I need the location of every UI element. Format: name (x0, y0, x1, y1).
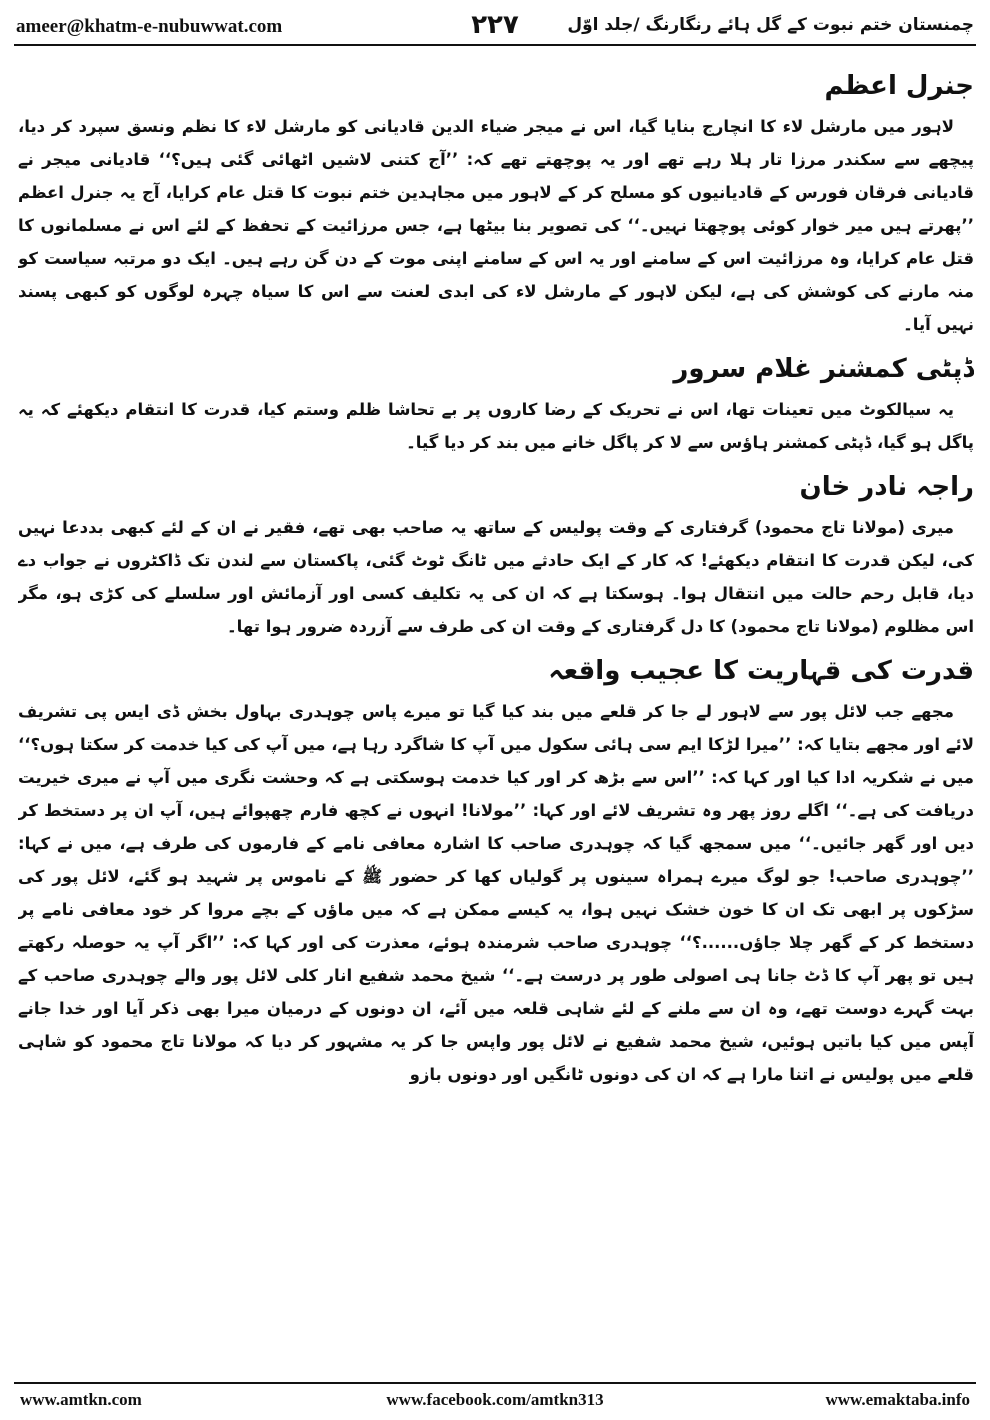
section-paragraph: مجھے جب لائل پور سے لاہور لے جا کر قلعے میں بند کیا گیا تو میرے پاس چوہدری بہاول بخش ڈی ایس پی تشریف لائے اور مجھے بتایا کہ: ’’میرا لڑکا ایم سی ہائی سکول میں آپ کا شاگرد رہا ہے، میں آپ کی کیا خدمت کر سکتا ہوں؟‘‘ میں نے شکریہ ادا کیا اور کہا کہ: ’’اس سے بڑھ کر اور کیا خدمت ہوسکتی ہے کہ وحشت نگری میں آپ نے میری خیریت دریافت کی ہے۔‘‘ اگلے روز پھر وہ تشریف لائے اور کہا: ’’مولانا! انہوں نے کچھ فارم چھپوائے ہیں، آپ ان پر دستخط کر دیں اور گھر جائیں۔‘‘ میں سمجھ گیا کہ چوہدری صاحب کا اشارہ معافی نامے کے فارموں کی طرف ہے، میں نے کہا: ’’چوہدری صاحب! جو لوگ میرے ہمراہ سینوں پر گولیاں کھا کر حضور ﷺ کے ناموس پر شہید ہو گئے، لائل پور کی سڑکوں پر ابھی تک ان کا خون خشک نہیں ہوا، یہ کیسے ممکن ہے کہ میں ماؤں کے بچے مروا کر خود معافی نامے پر دستخط کر کے گھر چلا جاؤں......؟‘‘ چوہدری صاحب شرمندہ ہوئے، معذرت کی اور کہا کہ: ’’اگر آپ یہ حوصلہ رکھتے ہیں تو پھر آپ کا ڈٹ جانا ہی اصولی طور پر درست ہے۔‘‘ شیخ محمد شفیع انار کلی لائل پور والے چوہدری صاحب کے بہت گہرے دوست تھے، وہ ان سے ملنے کے لئے شاہی قلعہ میں آئے، ان دونوں کے درمیان میرا بھی ذکر آیا اور خدا جانے آپس میں کیا باتیں ہوئیں، شیخ محمد شفیع نے لائل پور واپس جا کر یہ مشہور کر دیا کہ مولانا تاج محمود کو شاہی قلعے میں پولیس نے اتنا مارا ہے کہ ان کی دونوں ٹانگیں اور دونوں بازو (18, 702, 974, 1084)
footer-link-amtkn[interactable]: www.amtkn.com (20, 1390, 142, 1409)
section-heading: ڈپٹی کمشنر غلام سرور (673, 354, 974, 384)
book-title: چمنستان ختم نبوت کے گل ہائے رنگارنگ /جلد اوّل (567, 15, 974, 35)
footer-link-emaktaba[interactable]: www.emaktaba.info (825, 1390, 970, 1409)
page-content (18, 58, 974, 1376)
header-email: ameer@khatm-e-nubuwwat.com (16, 16, 283, 37)
section-raja-nadir-khan (18, 467, 974, 643)
section-qahhariyat (18, 651, 974, 1091)
section-heading: قدرت کی قہاریت کا عجیب واقعہ (548, 656, 974, 686)
page-header (14, 10, 976, 46)
footer-link-facebook[interactable]: www.facebook.com/amtkn313 (386, 1390, 604, 1409)
section-paragraph: یہ سیالکوٹ میں تعینات تھا، اس نے تحریک کے رضا کاروں پر بے تحاشا ظلم وستم کیا، قدرت کا انتقام دیکھئے کہ یہ پاگل ہو گیا، ڈپٹی کمشنر ہاؤس سے لا کر پاگل خانے میں بند کر دیا گیا۔ (18, 400, 974, 452)
section-paragraph: لاہور میں مارشل لاء کا انچارج بنایا گیا، اس نے میجر ضیاء الدین قادیانی کو مارشل لاء کا نظم ونسق سپرد کر دیا، پیچھے سے سکندر مرزا تار ہلا رہے تھے اور یہ پوچھتے تھے کہ: ’’آج کتنی لاشیں اٹھائی گئی ہیں؟‘‘ قادیانی میجر نے قادیانی فرقان فورس کے قادیانیوں کو مسلح کر کے لاہور میں مجاہدین ختم نبوت کا قتل عام کرایا، آج یہ جنرل اعظم ’’پھرتے ہیں میر خوار کوئی پوچھتا نہیں۔‘‘ کی تصویر بنا بیٹھا ہے، جس مرزائیت کے تحفظ کے لئے اس نے مسلمانوں کا قتل عام کرایا، وہ مرزائیت اس کے سامنے اور یہ اس کے سامنے اپنی موت کے دن گن رہے ہیں۔ ایک دو مرتبہ سیاست کو منہ مارنے کی کوشش کی ہے، لیکن لاہور کے مارشل لاء کی ابدی لعنت سے اس کا سیاہ چہرہ لوگوں کو کبھی پسند نہیں آیا۔ (18, 117, 974, 334)
section-paragraph: میری (مولانا تاج محمود) گرفتاری کے وقت پولیس کے ساتھ یہ صاحب بھی تھے، فقیر نے ان کے لئے کبھی بددعا نہیں کی، لیکن قدرت کا انتقام دیکھئے! کہ کار کے ایک حادثے میں ٹانگ ٹوٹ گئی، پاکستان سے لندن تک ڈاکٹروں نے جواب دے دیا، قابل رحم حالت میں انتقال ہوا۔ ہوسکتا ہے کہ ان کی یہ تکلیف کسی اور آزمائش اور سلسلے کی کڑی ہو، مگر اس مظلوم (مولانا تاج محمود) کا دل گرفتاری کے وقت ان کی طرف سے آزردہ ضرور ہوا تھا۔ (18, 518, 974, 636)
page-footer (14, 1382, 976, 1412)
section-heading: راجہ نادر خان (799, 472, 974, 502)
section-heading: جنرل اعظم (824, 71, 974, 101)
section-deputy-commissioner (18, 349, 974, 459)
page-number: ۲۲۷ (471, 10, 519, 40)
section-general-azam (18, 66, 974, 341)
